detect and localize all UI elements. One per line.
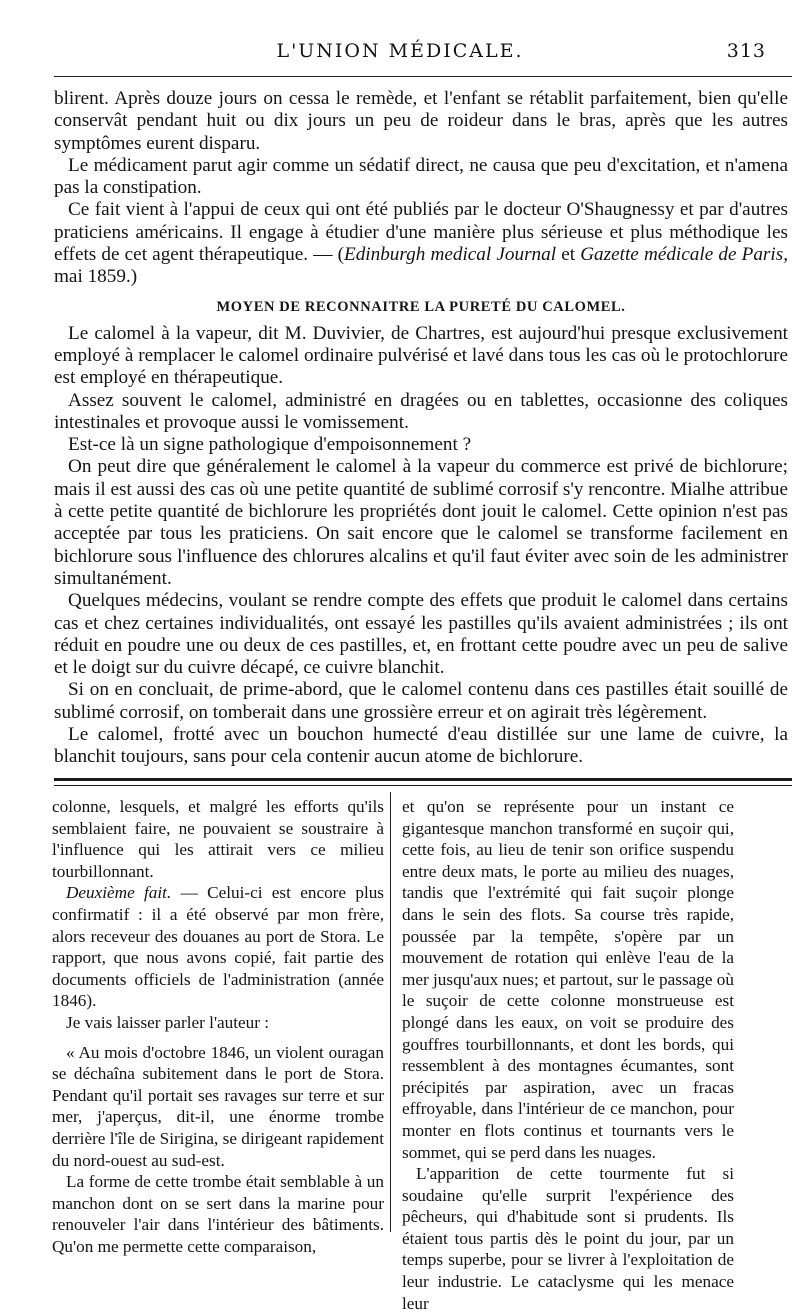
paragraph: On peut dire que généralement le calomel à la vapeur du commerce est privé de bichlorure; mais il est aussi des cas où une petite quantité de sublimé corrosif s'y rencontre. Mialhe attribue à cette petite quantité de bichlorure les propriétés dont jouit le calomel. Cette opinion n'est pas acceptée par tous les praticiens. On sait encore que le calomel se transforme facilement en bichlorure sous l'influence des chlorures alcalins et qu'il faut éviter avec soin de les administrer simultanément. bbox=[54, 456, 788, 589]
run-in-heading: Deuxième fait. bbox=[66, 883, 172, 903]
page-header bbox=[0, 40, 800, 70]
paragraph: blirent. Après douze jours on cessa le remède, et l'enfant se rétablit parfaitement, bien qu'elle conservât pendant huit ou dix jours un peu de roideur dans le bras, après que les autres symptômes eurent disparu. bbox=[54, 88, 788, 154]
paragraph: Si on en concluait, de prime-abord, que le calomel contenu dans ces pastilles était souillé de sublimé corrosif, on tomberait dans une grossière erreur et on agirait très légèrement. bbox=[54, 679, 788, 723]
source-title: Gazette médicale de Paris, bbox=[580, 244, 788, 266]
conjunction: et bbox=[556, 244, 581, 266]
paragraph: La forme de cette trombe était semblable à un manchon dont on se sert dans la marine pour renouveler l'air dans l'intérieur des bâtiments. Qu'on me permette cette comparaison, bbox=[52, 1172, 384, 1256]
paragraph: Je vais laisser parler l'auteur : bbox=[66, 1012, 270, 1032]
paragraph-text: — Celui-ci est encore plus confirmatif : il a été observé par mon frère, alors receveur des douanes au port de Stora. Le rapport, que nous avons copié, fait partie des documents officiels de l'administration (année 1846). bbox=[52, 883, 384, 1011]
section-divider-thick bbox=[54, 778, 792, 781]
paragraph: « Au mois d'octobre 1846, un violent ouragan se déchaîna subitement dans le port de Stora. Pendant qu'il portait ses ravages sur terre et sur mer, j'aperçus, dit-il, une énorme trombe derrière l'île de Sirigina, se dirigeant rapidement du nord-ouest au sud-est. bbox=[52, 1042, 384, 1170]
page-number: 313 bbox=[726, 40, 766, 62]
feuilleton-right-column bbox=[402, 796, 734, 1314]
section-divider-thin bbox=[54, 785, 792, 786]
paragraph-text: Ce fait vient à l'appui de ceux qui ont été publiés par le docteur O'Shaugnessy et par d'autres praticiens américains. Il engage à étudier d'une manière plus sérieuse et plus méthodique les effets de cet agent thérapeutique. — ( bbox=[54, 199, 788, 266]
paragraph: Assez souvent le calomel, administré en dragées ou en tablettes, occasionne des coliques intestinales et provoque aussi le vomissement. bbox=[54, 389, 788, 433]
source-date: mai 1859.) bbox=[54, 266, 138, 288]
column-separator bbox=[390, 792, 391, 1232]
source-title: Edinburgh medical Journal bbox=[343, 244, 557, 266]
paragraph: Le médicament parut agir comme un sédatif direct, ne causa que peu d'excitation, et n'amena pas la constipation. bbox=[54, 154, 788, 199]
paragraph: et qu'on se représente pour un instant ce gigantesque manchon transformé en suçoir qui, cette fois, au lieu de tenir son orifice suspendu entre deux mats, le porte au milieu des nuages, tandis que l'extrémité qui fait suçoir plonge dans le sein des flots. Sa course très rapide, poussée par la tempête, s'opère par un mouvement de rotation qui enlève l'eau de la mer jusqu'aux nues; et partout, sur le passage où le suçoir de cette colonne monstrueuse est plongé dans les eaux, on voit se produire des gouffres tourbillonnants, et dont les bords, qui ressemblent à des montagnes écumantes, sont précipités par aspiration, avec un fracas effroyable, dans l'intérieur de ce manchon, pour monter en flots continus et tournants vers le sommet, qui se perd dans les nuages. bbox=[402, 797, 734, 1162]
paragraph: Le calomel à la vapeur, dit M. Duvivier, de Chartres, est aujourd'hui presque exclusivement employé à remplacer le calomel ordinaire pulvérisé et lavé dans tous les cas où le protochlorure est employé en thérapeutique. bbox=[54, 322, 788, 389]
paragraph: colonne, lesquels, et malgré les efforts qu'ils semblaient faire, ne pouvaient se soustraire à l'influence qui les attirait vers ce milieu tourbillonnant. bbox=[52, 797, 384, 881]
article-top bbox=[54, 88, 788, 769]
feuilleton-left-column bbox=[52, 796, 384, 1257]
running-title: L'UNION MÉDICALE. bbox=[276, 40, 524, 62]
paragraph bbox=[52, 882, 384, 1012]
paragraph: Quelques médecins, voulant se rendre compte des effets que produit le calomel dans certains cas et chez certaines individualités, ont essayé les pastilles qu'ils avaient administrées ; ils ont réduit en poudre une ou deux de ces pastilles, et, en frottant cette poudre avec un peu de salive et le doigt sur du cuivre décapé, ce cuivre blanchit. bbox=[54, 590, 788, 679]
paragraph: L'apparition de cette tourmente fut si soudaine qu'elle surprit l'expérience des pêcheurs, qui d'habitude sont si prudents. Ils étaient tous partis dès le point du jour, par un temps superbe, pour se livrer à l'exploitation de leur industrie. Le cataclysme qui les menace leur bbox=[402, 1164, 734, 1313]
paragraph: Est-ce là un signe pathologique d'empoisonnement ? bbox=[68, 434, 472, 456]
paragraph-citation bbox=[54, 199, 788, 288]
section-title: MOYEN DE RECONNAITRE LA PURETÉ DU CALOMEL. bbox=[216, 298, 626, 315]
paragraph: Le calomel, frotté avec un bouchon humecté d'eau distillée sur une lame de cuivre, la blanchit toujours, sans pour cela contenir aucun atome de bichlorure. bbox=[54, 724, 788, 768]
header-rule bbox=[54, 76, 792, 77]
